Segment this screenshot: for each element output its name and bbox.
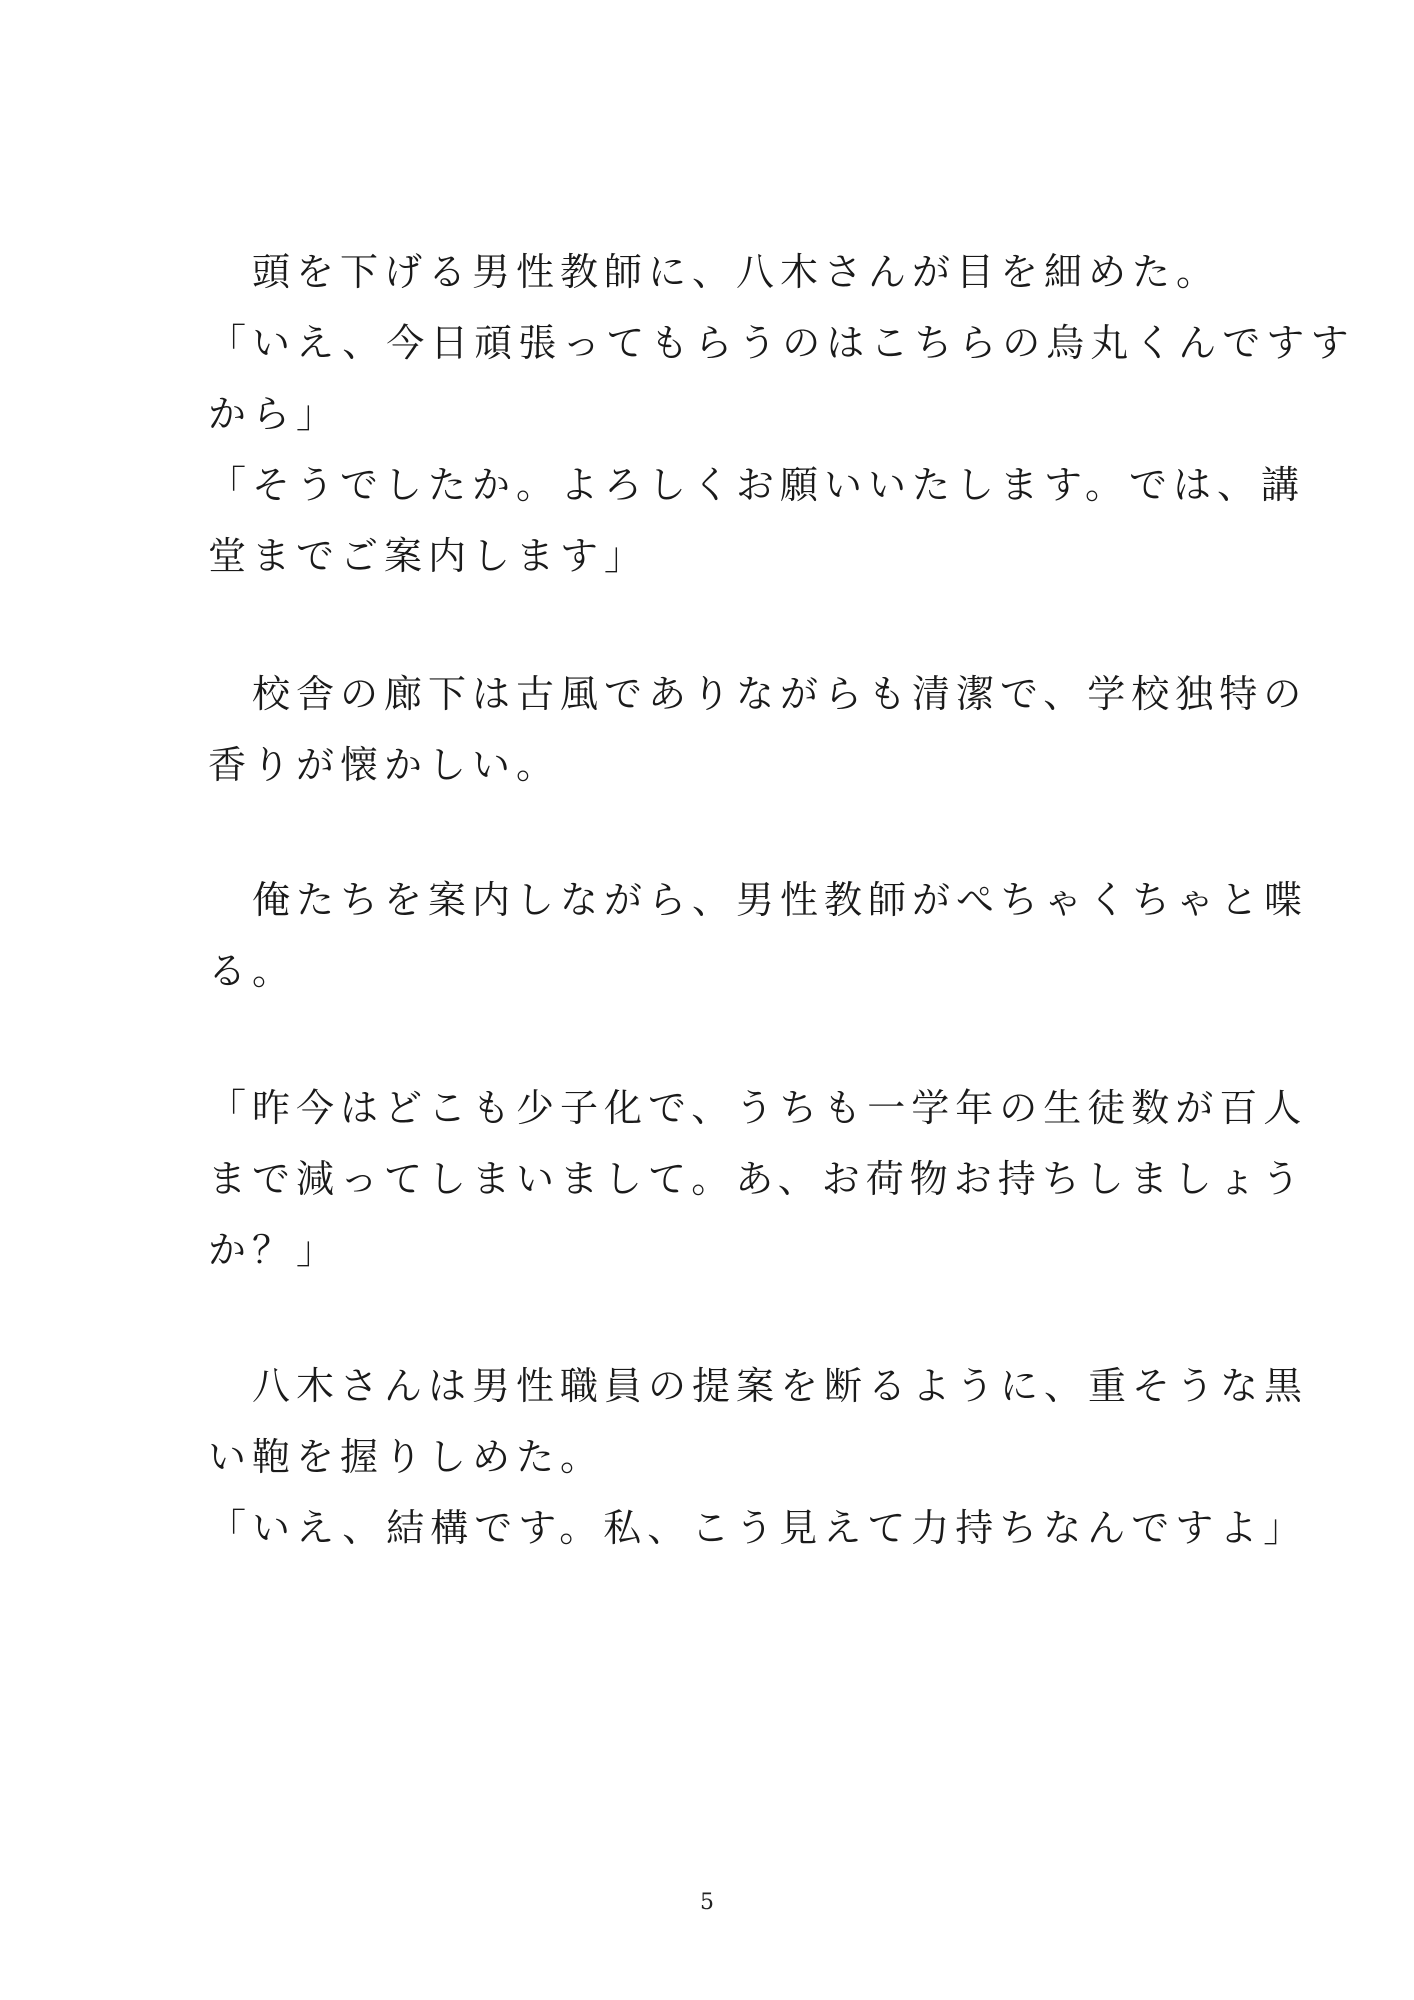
text-line: 校舎の廊下は古風でありながらも清潔で、学校独特の (208, 672, 1308, 716)
text-line: 香りが懐かしい。 (208, 743, 561, 787)
text-line: から」 (208, 392, 341, 436)
text-line: 八木さんは男性職員の提案を断るように、重そうな黒 (208, 1364, 1309, 1408)
text-line: 頭を下げる男性教師に、八木さんが目を細めた。 (208, 250, 1221, 294)
text-line: 「いえ、結構です。私、こう見えて力持ちなんですよ」 (208, 1506, 1308, 1550)
text-line: 俺たちを案内しながら、男性教師がぺちゃくちゃと喋 (208, 878, 1309, 922)
text-line: 堂までご案内します」 (208, 534, 649, 578)
page-number: 5 (700, 1890, 714, 1915)
text-line: か？」 (208, 1228, 341, 1272)
text-line: 「昨今はどこも少子化で、うちも一学年の生徒数が百人 (208, 1086, 1308, 1130)
text-line: 「いえ、今日頑張ってもらうのはこちらの烏丸くんですす (208, 321, 1355, 365)
text-line: 「そうでしたか。よろしくお願いいたします。では、講 (208, 463, 1305, 507)
text-line: まで減ってしまいまして。あ、お荷物お持ちしましょう (208, 1157, 1306, 1201)
text-line: る。 (208, 949, 297, 993)
text-line: い鞄を握りしめた。 (208, 1435, 605, 1479)
